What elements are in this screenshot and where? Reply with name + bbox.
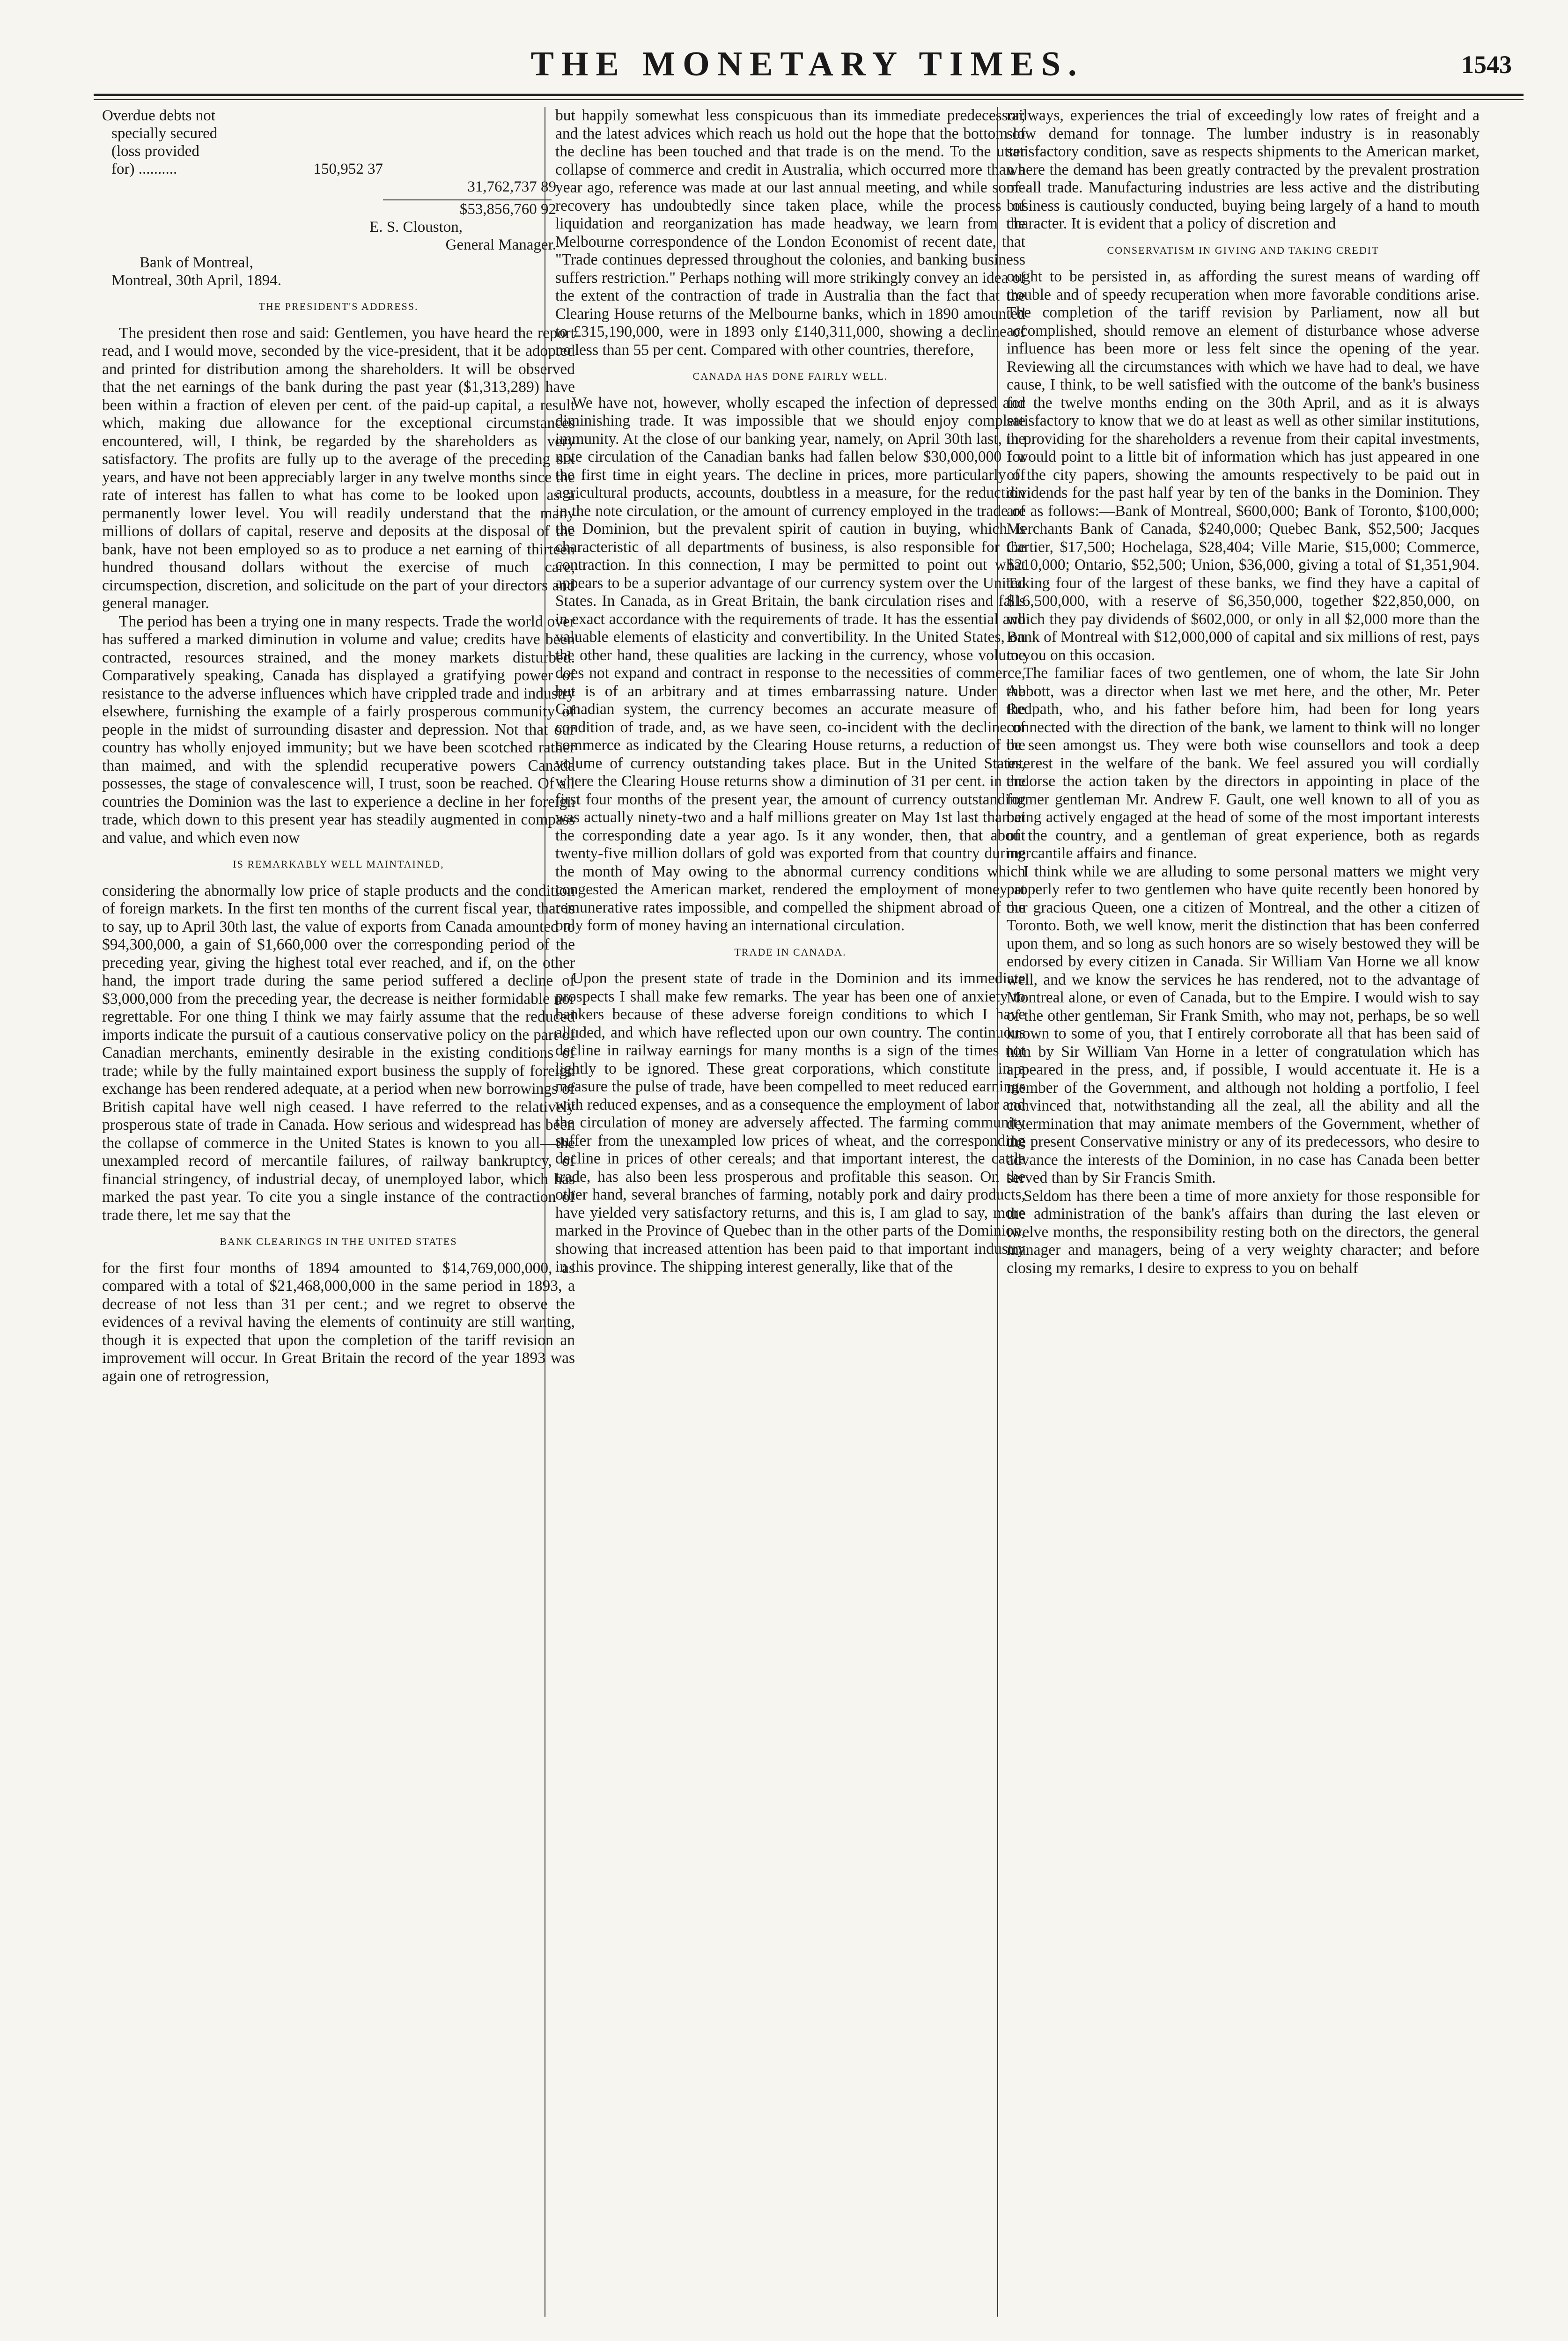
statement-line: Overdue debts not [102, 107, 215, 124]
signature-title: General Manager. [445, 236, 556, 253]
statement-grand-total: $53,856,760 92 [459, 201, 556, 218]
statement-line: (loss provided [111, 143, 199, 160]
paragraph: railways, experiences the trial of exceedingly low rates of freight and a slow demand for tonnage. The lumber industry is in reasonably satisfactory condition, save as respects shipments to the American market, where the demand has been greatly contracted by the prevalent prostration of all trade. Manufacturing industries are less active and the distributing business is cautiously conducted, buying being largely of a hand to mouth character. It is evident that a policy of discretion and [1007, 107, 1480, 232]
statement-amount: 150,952 37 [313, 161, 383, 177]
paragraph: ought to be persisted in, as affording the surest means of warding off trouble and of speedy recuperation when more favorable conditions arise. The completion of the tariff revision by Parliament, now all but accomplished, should remove an element of disturbance whose adverse influence has been more or less felt since the opening of the year. Reviewing all the circumstances with which we have had to deal, we have cause, I think, to be well satisfied with the outcome of the bank's business for the twelve months ending on the 30th April, and as it is always satisfactory to know that we do at least as well as other similar institutions, in providing for the shareholders a revenue from their capital investments, I would point to a little bit of information which has just appeared in one of the city papers, showing the amounts respectively to be paid out in dividends for the past half year by ten of the banks in the Dominion. They are as follows:—Bank of Montreal, $600,000; Bank of Toronto, $100,000; Merchants Bank of Canada, $240,000; Quebec Bank, $52,500; Jacques Cartier, $17,500; Hochelaga, $28,404; Ville Marie, $15,000; Commerce, $210,000; Ontario, $52,500; Union, $36,000, giving a total of $1,351,904. Taking four of the largest of these banks, we find they have a capital of $16,500,000, with a reserve of $6,350,000, together $22,850,000, on which they pay dividends of $602,000, or only in all $2,000 more than the Bank of Montreal with $12,000,000 of capital and six millions of rest, pays to you on this occasion. [1007, 268, 1480, 664]
statement-label: for) .......... [111, 161, 177, 177]
column-2 [555, 107, 1025, 2324]
paragraph: Upon the present state of trade in the Dominion and its immediate prospects I shall make few remarks. The year has been one of anxiety to bankers because of these adverse foreign conditions to which I have alluded, and which have reflected upon our own country. The continuous decline in railway earnings for many months is a sign of the times not lightly to be ignored. These great corporations, which constitute in a measure the pulse of trade, have been compelled to meet reduced earnings with reduced expenses, and as a consequence the employment of labor and the circulation of money are adversely affected. The farming community suffer from the unexampled low prices of wheat, and the corresponding decline in prices of other cereals; and that important interest, the cattle trade, has also been less prosperous and profitable this season. On the other hand, several branches of farming, notably pork and dairy products, have yielded very satisfactory returns, and this is, I am glad to say, more marked in the Province of Quebec than in the other parts of the Dominion, showing that increased attention has been paid to that important industry in this province. The shipping interest generally, like that of the [555, 970, 1025, 1275]
section-heading: CONSERVATISM IN GIVING AND TAKING CREDIT [1107, 244, 1379, 256]
paragraph: for the first four months of 1894 amounted to $14,769,000,000, as compared with a total of $21,468,000,000 in the same period in 1893, a decrease of not less than 31 per cent.; and we regret to observe the evidences of a revival having the elements of continuity are still wanting, though it is expected that upon the completion of the tariff revision an improvement will occur. In Great Britain the record of the year 1893 was again one of retrogression, [102, 1259, 575, 1385]
statement-row [102, 160, 383, 178]
column-3 [1007, 107, 1480, 2324]
statement-subtotal: 31,762,737 89 [467, 178, 556, 195]
section-heading: IS REMARKABLY WELL MAINTAINED, [233, 858, 444, 870]
statement-line: specially secured [111, 125, 218, 142]
paragraph: We have not, however, wholly escaped the infection of depressed and diminishing trade. It was impossible that we should enjoy complete immunity. At the close of our banking year, namely, on April 30th last, the note circulation of the Canadian banks had fallen below $30,000,000 for the first time in eight years. The decline in prices, more particularly of agricultural products, accounts, doubtless in a measure, for the reduction in the note circulation, or the amount of currency employed in the trade of the Dominion, but the prevalent spirit of caution in buying, which is characteristic of all departments of business, is also responsible for the contraction. In this connection, I may be permitted to point out what appears to be a superior advantage of our currency system over the United States. In Canada, as in Great Britain, the bank circulation rises and falls in exact accordance with the requirements of trade. It has the essential and valuable elements of elasticity and convertibility. In the United States, on the other hand, these qualities are lacking in the currency, whose volume does not expand and contract in response to the necessities of commerce, but is of an arbitrary and at times embarrassing nature. Under the Canadian system, the currency becomes an accurate measure of the condition of trade, and, as we have seen, co-incident with the decline of commerce as indicated by the Clearing House returns, a reduction of the volume of currency outstanding takes place. But in the United States, where the Clearing House returns show a diminution of 31 per cent. in the first four months of the present year, the amount of currency outstanding was actually ninety-two and a half millions greater on May 1st last than at the corresponding date a year ago. Is it any wonder, then, that about twenty-five million dollars of gold was exported from that country during the month of May owing to the abnormal currency conditions which congested the American market, rendered the employment of money at remunerative rates impossible, and compelled the shipment abroad of the only form of money having an international circulation. [555, 394, 1025, 934]
signature-date: Montreal, 30th April, 1894. [111, 272, 281, 289]
page-number: 1543 [1461, 51, 1512, 79]
section-heading: THE PRESIDENT'S ADDRESS. [258, 301, 419, 312]
financial-statement [102, 107, 575, 218]
section-heading: TRADE IN CANADA. [734, 946, 847, 958]
paragraph: considering the abnormally low price of staple products and the condition of foreign markets. In the first ten months of the current fiscal year, that is to say, up to April 30th last, the value of exports from Canada amounted to $94,300,000, a gain of $1,660,000 over the corresponding period of the preceding year, giving the highest total ever reached, and if, on the other hand, the import trade during the same period suffered a decline of $3,000,000 from the preceding year, the decrease is neither formidable nor regrettable. For one thing I think we may fairly assume that the reduced imports indicate the pursuit of a cautious conservative policy on the part of Canadian merchants, eminently desirable in the existing conditions of trade; while by the fully maintained export business the supply of foreign exchange has been rendered adequate, at a period when new borrowings of British capital have well nigh ceased. I have referred to the relatively prosperous state of trade in Canada. How serious and widespread has been the collapse of commerce in the United States is known to you all—the unexampled record of mercantile failures, of railway bankruptcy, of financial stringency, of industrial decay, of unemployed labor, which has marked the past year. To cite you a single instance of the contraction of trade there, let me say that the [102, 882, 575, 1224]
section-heading: BANK CLEARINGS IN THE UNITED STATES [220, 1236, 457, 1247]
header-rule-thin [94, 99, 1524, 100]
paragraph: I think while we are alluding to some personal matters we might very properly refer to two gentlemen who have quite recently been honored by our gracious Queen, one a citizen of Montreal, and the other a citizen of Toronto. Both, we well know, merit the distinction that has been conferred upon them, and so long as such honors are so wisely bestowed they will be endorsed by every citizen in Canada. Sir William Van Horne we all know well, and we know the services he has rendered, not to the advantage of Montreal alone, or even of Canada, but to the Empire. I would wish to say of the other gentleman, Sir Frank Smith, who may not, perhaps, be so well known to some of you, that I entirely corroborate all that has been said of him by Sir William Van Horne in a letter of congratulation which has appeared in the press, and, if possible, I would accentuate it. He is a member of the Government, and although not holding a portfolio, I feel convinced that, notwithstanding all the zeal, all the ability and all the determination that may animate members of the Government, whether of the present Conservative ministry or any of its predecessors, who desire to advance the interests of the Dominion, in no case has Canada been better served than by Sir Francis Smith. [1007, 862, 1480, 1186]
column-1 [102, 107, 575, 2324]
signature-bank: Bank of Montreal, [140, 254, 253, 271]
page-header [94, 44, 1521, 87]
signature-name: E. S. Clouston, [369, 219, 463, 236]
paragraph: Seldom has there been a time of more anxiety for those responsible for the administration of the bank's affairs than during the last eleven or twelve months, the responsibility resting both on the directors, the general manager and managers, being of a very weighty character; and before closing my remarks, I desire to express to you on behalf [1007, 1187, 1480, 1277]
paragraph: The familiar faces of two gentlemen, one of whom, the late Sir John Abbott, was a director when last we met here, and the other, Mr. Peter Redpath, who, and his father before him, had been for long years connected with the direction of the bank, we lament to think will no longer be seen amongst us. They were both wise counsellors and took a deep interest in the welfare of the bank. We feel assured you will cordially endorse the action taken by the directors in appointing in place of the former gentleman Mr. Andrew F. Gault, one well known to all of you as being actively engaged at the head of some of the most important interests of the country, and a gentleman of great experience, both as regards mercantile affairs and finance. [1007, 664, 1480, 862]
paragraph: The president then rose and said: Gentlemen, you have heard the report read, and I would move, seconded by the vice-president, that it be adopted and printed for distribution among the shareholders. It will be observed that the net earnings of the bank during the past year ($1,313,289) have been within a fraction of eleven per cent. of the paid-up capital, a result which, making due allowance for the exceptional circumstances encountered, will, I think, be regarded by the shareholders as very satisfactory. The profits are fully up to the average of the preceding six years, and have not been appreciably larger in any twelve months since the rate of interest has fallen to what has come to be looked upon as a permanently lower level. You will readily understand that the many millions of dollars of capital, reserve and deposits at the disposal of the bank, have not been employed so as to produce a net earning of thirteen hundred thousand dollars without the exercise of much care, circumspection, discretion, and solicitude on the part of your directors and general manager. [102, 324, 575, 612]
paragraph: but happily somewhat less conspicuous than its immediate predecessor; and the latest advices which reach us hold out the hope that the bottom of the decline has been touched and that trade is on the mend. To the utter collapse of commerce and credit in Australia, which occurred more than a year ago, reference was made at our last annual meeting, and while some recovery has undoubtedly since taken place, while the process of liquidation and reorganization has made headway, we learn from the Melbourne correspondence of the London Economist of recent date, that "Trade continues depressed throughout the colonies, and banking business suffers restriction." Perhaps nothing will more strikingly convey an idea of the extent of the contraction of trade in Australia than the fact that the Clearing House returns of the Melbourne banks, which in 1890 amounted to £315,190,000, were in 1893 only £140,311,000, showing a decline of no less than 55 per cent. Compared with other countries, therefore, [555, 107, 1025, 359]
publication-title: THE MONETARY TIMES. [530, 45, 1084, 83]
section-heading: CANADA HAS DONE FAIRLY WELL. [692, 370, 888, 382]
header-rule-thick [94, 94, 1524, 96]
paragraph: The period has been a trying one in many respects. Trade the world over has suffered a marked diminution in volume and value; credits have been contracted, resources strained, and the money markets disturbed. Comparatively speaking, Canada has displayed a gratifying power of resistance to the adverse influences which have crippled trade and industry elsewhere, furnishing the example of a fairly prosperous community of people in the midst of surrounding disaster and depression. Not that our country has wholly enjoyed immunity; but we have been scotched rather than maimed, and with the splendid recuperative powers Canada possesses, the stage of convalescence will, I trust, soon be reached. Of all countries the Dominion was the last to experience a decline in her foreign trade, which down to this present year has steadily augmented in compass and value, and which even now [102, 612, 575, 847]
